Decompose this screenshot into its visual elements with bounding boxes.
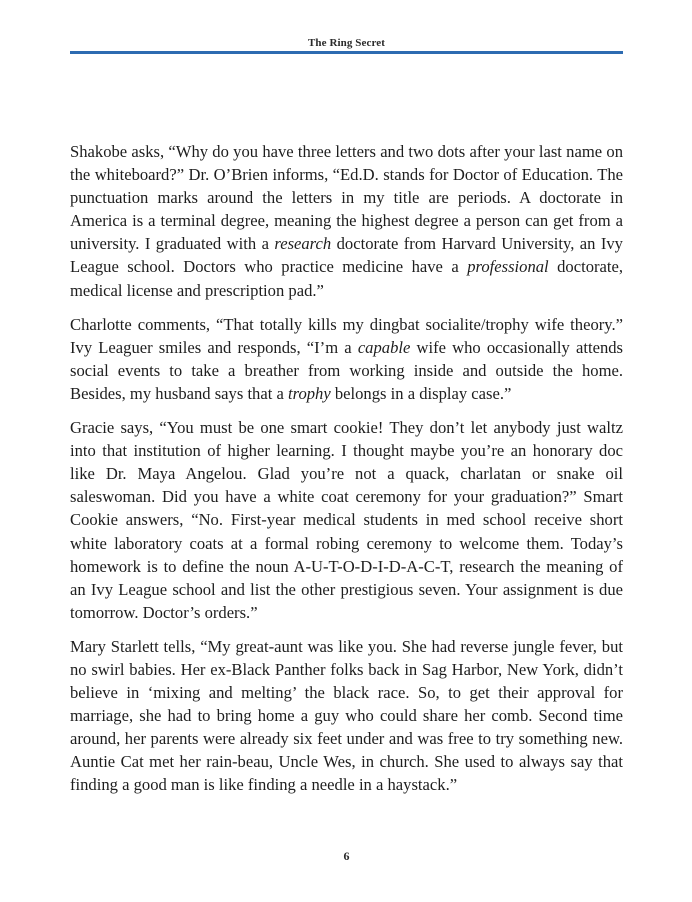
paragraph-text: belongs in a display case.” bbox=[330, 383, 512, 403]
emphasis-research: research bbox=[274, 234, 332, 254]
header-rule bbox=[70, 51, 623, 54]
paragraph-text: Shakobe asks, “Why do you have three letters and two dots after your last name on the whiteboard?” Dr. O’Brien informs, “Ed.D. stands for Doctor of Education. The punctuation marks around the letters in my title are periods. A doctorate in America is a terminal degree, meaning the highest degree a person can get from a university. I graduated with a bbox=[70, 142, 623, 254]
paragraph-text: doctorate from Harvard University, an Ivy League school. Doctors who practice medicine have a bbox=[70, 234, 623, 277]
paragraph-text: wife who occasionally attends social events to take a breather from working inside and outside the home. Besides, my husband says that a bbox=[70, 337, 623, 403]
paragraph-text: Charlotte comments, “That totally kills my dingbat socialite/trophy wife theory.” Ivy Leaguer smiles and responds, “I’m a bbox=[70, 314, 623, 357]
emphasis-trophy: trophy bbox=[288, 383, 331, 403]
page-number: 6 bbox=[343, 849, 350, 863]
paragraph-mary-starlett: Mary Starlett tells, “My great-aunt was like you. She had reverse jungle fever, but no swirl babies. Her ex-Black Panther folks back in Sag Harbor, New York, didn’t believe in ‘mixing and melting’ the black race. So, to get their approval for marriage, she had to bring home a guy who could share her comb. Second time around, her parents were already six feet under and was free to try something new. Auntie Cat met her rain-beau, Uncle Wes, in church. She used to always say that finding a good man is like finding a needle in a haystack.” bbox=[70, 636, 623, 795]
paragraph-gracie: Gracie says, “You must be one smart cookie! They don’t let anybody just waltz into that institution of higher learning. I thought maybe you’re an honorary doc like Dr. Maya Angelou. Glad you’re not a quack, charlatan or snake oil saleswoman. Did you have a white coat ceremony for your graduation?” Smart Cookie answers, “No. First-year medical students in med school receive short white laboratory coats at a formal robing ceremony to welcome them. Today’s homework is to define the noun A-U-T-O-D-I-D-A-C-T, research the meaning of an Ivy League school and list the other prestigious seven. Your assignment is due tomorrow. Doctor’s orders.” bbox=[70, 418, 623, 622]
emphasis-professional: professional bbox=[467, 257, 549, 277]
paragraph-text: doctorate, medical license and prescription pad.” bbox=[70, 257, 624, 300]
running-header-title: The Ring Secret bbox=[307, 37, 386, 49]
paragraph-charlotte bbox=[70, 313, 623, 405]
body-text bbox=[70, 140, 623, 808]
paragraph-shakobe bbox=[70, 140, 623, 302]
emphasis-capable: capable bbox=[357, 337, 411, 357]
